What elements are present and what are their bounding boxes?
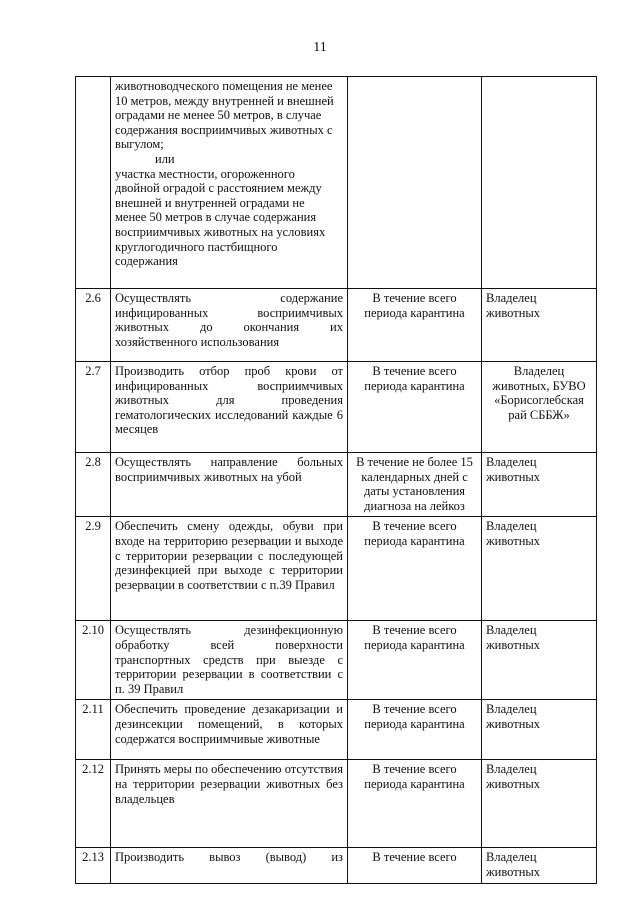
page-number: 11 (313, 40, 327, 55)
action-line: 10 метров, между внутренней и внешней (115, 93, 334, 108)
row-responsible: Владелец животных (482, 621, 597, 700)
row-responsible: Владелец животных (482, 760, 597, 848)
action-line: содержания (115, 254, 178, 269)
row-action: Осуществлять дезинфекционную обработку всей поверхности транспортных средств при выезде с территории резервации в соответствии с п. 39 Правил (111, 621, 348, 700)
row-action (111, 77, 348, 289)
row-period: В течение всего периода карантина (348, 289, 482, 362)
row-responsible: Владелец животных (482, 517, 597, 621)
table-row (76, 700, 597, 760)
row-number: 2.10 (76, 621, 111, 700)
row-responsible: Владелец животных (482, 848, 597, 883)
row-period: В течение всего периода карантина (348, 362, 482, 453)
measures-table (75, 76, 597, 884)
row-action: Осуществлять направление больных восприимчивых животных на убой (111, 453, 348, 517)
table-row (76, 362, 597, 453)
row-number: 2.11 (76, 700, 111, 760)
row-responsible: Владелец животных (482, 289, 597, 362)
action-line: или (155, 151, 175, 166)
table-row (76, 77, 597, 289)
row-number: 2.9 (76, 517, 111, 621)
row-action: Осуществлять содержание инфицированных восприимчивых животных до окончания их хозяйственного использования (111, 289, 348, 362)
row-action: Обеспечить смену одежды, обуви при входе на территорию резервации и выходе с территории резервации с последующей дезинфекцией при выходе с территории резервации в соответствии с п.39 Правил (111, 517, 348, 621)
action-line: восприимчивых животных на условиях (115, 224, 326, 239)
row-number: 2.12 (76, 760, 111, 848)
row-action: Производить отбор проб крови от инфицированных восприимчивых животных для проведения гематологических исследований каждые 6 месяцев (111, 362, 348, 453)
row-responsible: Владелец животных, БУВО «Борисоглебская рай СББЖ» (482, 362, 597, 453)
table-row (76, 453, 597, 517)
row-period: В течение всего периода карантина (348, 760, 482, 848)
row-number (76, 77, 111, 289)
row-number: 2.6 (76, 289, 111, 362)
row-number: 2.13 (76, 848, 111, 883)
row-action: Производить вывоз (вывод) из (111, 848, 348, 883)
row-action: Принять меры по обеспечению отсутствия на территории резервации животных без владельцев (111, 760, 348, 848)
row-action: Обеспечить проведение дезакаризации и дезинсекции помещений, в которых содержатся восприимчивые животные (111, 700, 348, 760)
action-line: внешней и внутренней оградами не (115, 195, 305, 210)
action-line: круглогодичного пастбищного (115, 239, 278, 254)
row-responsible (482, 77, 597, 289)
table-row (76, 289, 597, 362)
table-row (76, 848, 597, 883)
row-period: В течение всего периода карантина (348, 517, 482, 621)
action-line: оградами не менее 50 метров, в случае (115, 108, 322, 123)
action-line: содержания восприимчивых животных с (115, 122, 333, 137)
row-period: В течение не более 15 календарных дней с даты установления диагноза на лейкоз (348, 453, 482, 517)
table-row (76, 621, 597, 700)
action-line: выгулом; (115, 137, 164, 152)
action-line: менее 50 метров в случае содержания (115, 210, 317, 225)
action-line: двойной оградой с расстоянием между (115, 181, 322, 196)
table-row (76, 760, 597, 848)
table-row (76, 517, 597, 621)
row-number: 2.7 (76, 362, 111, 453)
row-period: В течение всего (348, 848, 482, 883)
row-responsible: Владелец животных (482, 453, 597, 517)
row-period (348, 77, 482, 289)
row-period: В течение всего периода карантина (348, 621, 482, 700)
row-period: В течение всего периода карантина (348, 700, 482, 760)
row-number: 2.8 (76, 453, 111, 517)
action-line: животноводческого помещения не менее (115, 79, 333, 93)
action-line: участка местности, огороженного (115, 166, 295, 181)
row-responsible: Владелец животных (482, 700, 597, 760)
